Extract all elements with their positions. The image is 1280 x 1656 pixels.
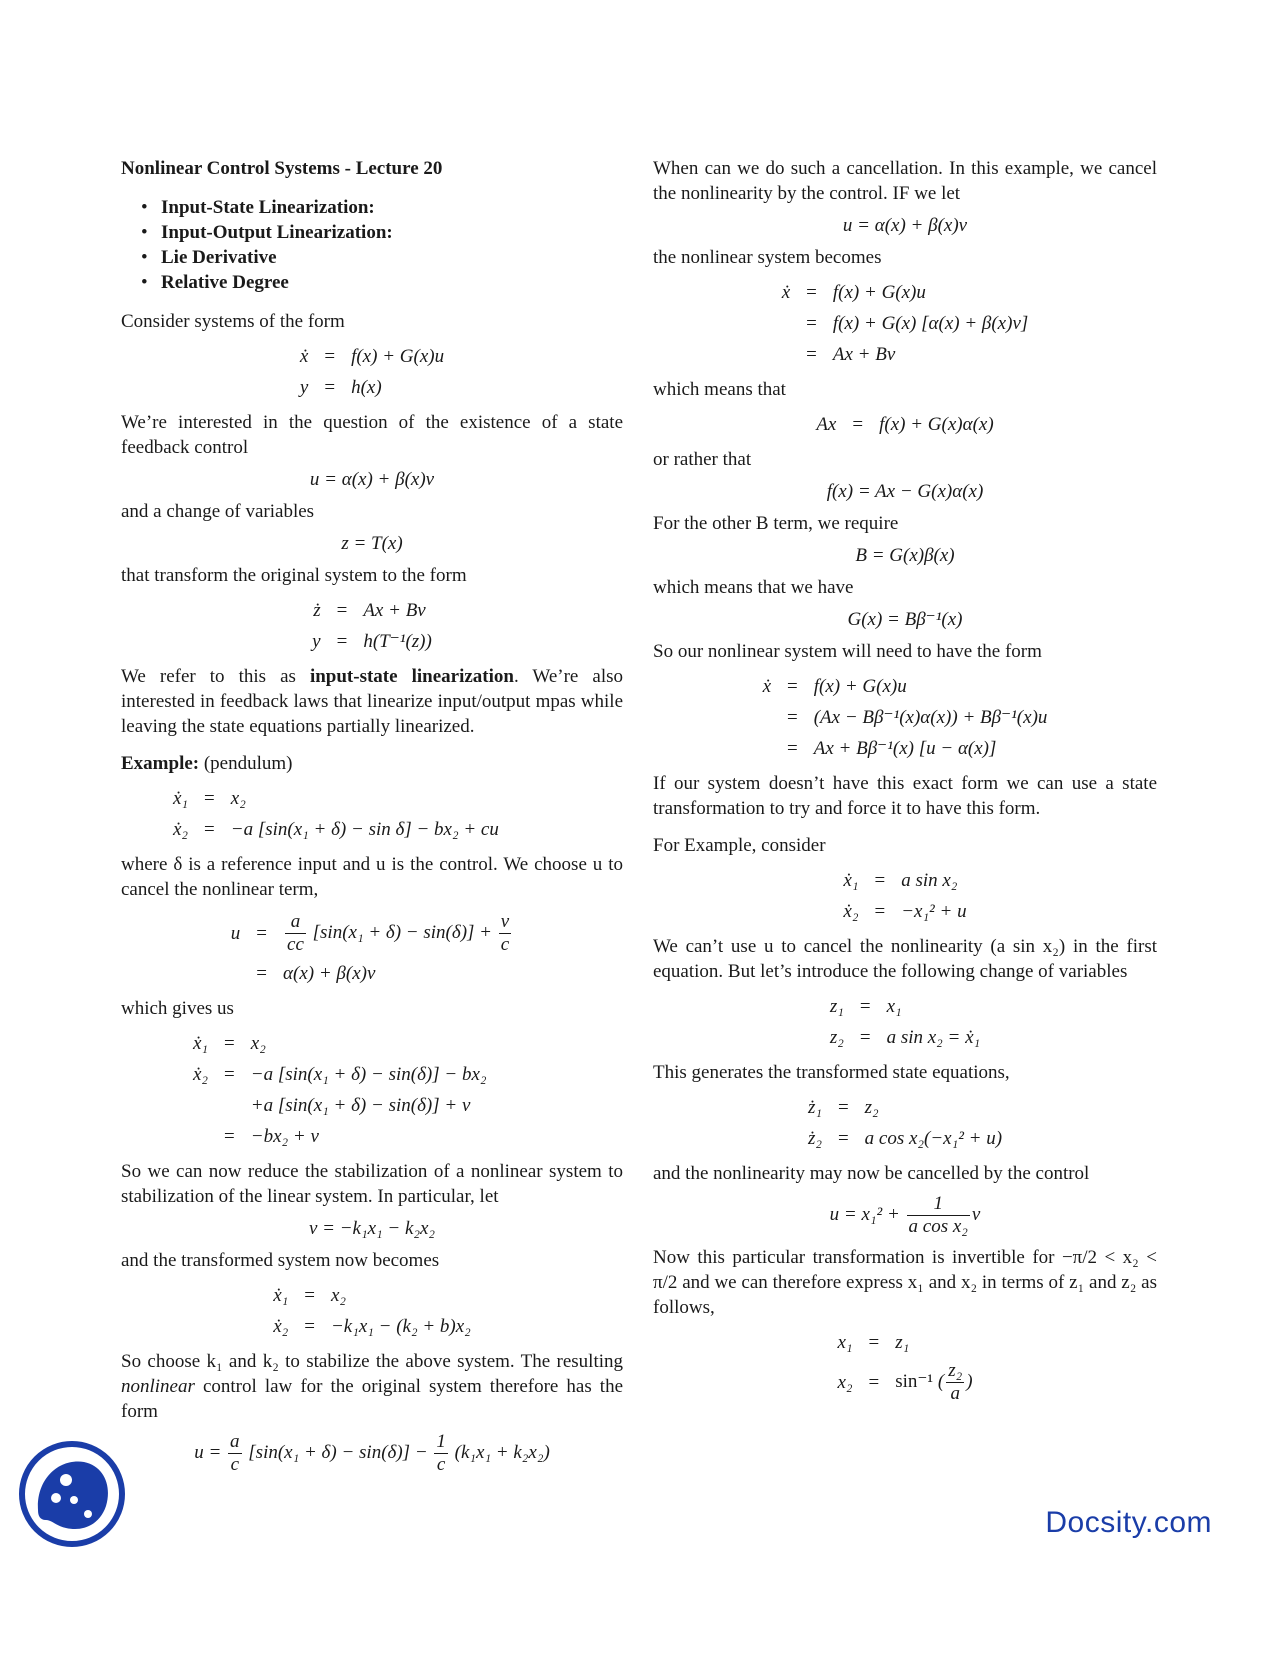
equation-system-r5: z₁ = x₁ z₂ = a sin x₂ = ẋ₁ [829, 996, 981, 1048]
equation-control-u: u = $\frac{a}{cc}$ [sin(x₁ + δ) − sin(δ)] + $\frac{v}{c}$ = α(x) + β(x)v [230, 911, 510, 984]
equation-feedback-r: u = α(x) + β(x)v [842, 215, 968, 236]
equation-transform: z = T(x) [341, 533, 403, 554]
paragraph-now: Now this particular transformation is invertible for −π/2 < x₂ < π/2 and we can therefore express x₁ and x₂ in terms of z₁ and z₂ as follows, [653, 1247, 1157, 1318]
left-column [121, 156, 623, 1483]
equation-system-r3: ẋ = f(x) + G(x)u = (Ax − Bβ⁻¹(x)α(x)) + Bβ⁻¹(x)u = Ax + Bβ⁻¹(x) [u − α(x)] [762, 676, 1048, 759]
equation-system-r1: ẋ = f(x) + G(x)u = f(x) + G(x) [α(x) + β(x)v] = Ax + Bv [781, 282, 1029, 365]
paragraph-transform: that transform the original system to the form [121, 565, 467, 586]
paragraph-when: When can we do such a cancellation. In this example, we cancel the nonlinearity by the control. IF we let [653, 158, 1157, 204]
equation-feedback: u = α(x) + β(x)v [309, 469, 435, 490]
lecture-title: Nonlinear Control Systems - Lecture 20 [121, 158, 443, 179]
equation-G: G(x) = Bβ⁻¹(x) [847, 609, 963, 630]
paragraph-cant: We can’t use u to cancel the nonlinearity (a sin x₂) in the first equation. But let’s introduce the following change of variables [653, 936, 1157, 982]
equation-final-law: u = $\frac{a}{c}$ [sin(x₁ + δ) − sin(δ)] − $\frac{1}{c}$ (k₁x₁ + k₂x₂) [194, 1431, 550, 1475]
paragraph-cancelled: and the nonlinearity may now be cancelled by the control [653, 1163, 1090, 1184]
equation-system-r4: ẋ₁ = a sin x₂ ẋ₂ = −x₁² + u [843, 870, 967, 922]
equation-system-1: ẋ = f(x) + G(x)u y = h(x) [299, 346, 445, 398]
equation-system-5: ẋ₁ = x₂ ẋ₂ = −k₁x₁ − (k₂ + b)x₂ [273, 1285, 471, 1337]
paragraph-so: So we can now reduce the stabilization of a nonlinear system to stabilization of the linear system. In particular, let [121, 1161, 623, 1207]
paragraph-and: and the transformed system now becomes [121, 1250, 440, 1271]
paragraph-consider: Consider systems of the form [121, 311, 345, 332]
docsity-logo-icon [18, 1440, 126, 1548]
paragraph-becomes: the nonlinear system becomes [653, 247, 882, 268]
equation-system-r6: ż₁ = z₂ ż₂ = a cos x₂(−x₁² + u) [807, 1097, 1003, 1149]
equation-system-r2: Ax = f(x) + G(x)α(x) [816, 414, 994, 435]
equation-system-4: ẋ₁ = x₂ ẋ₂ = −a [sin(x₁ + δ) − sin(δ)] − bx₂ +a [sin(x₁ + δ) − sin(δ)] + v = −bx₂ + v [193, 1033, 487, 1147]
equation-control-r: u = x₁² + $\frac{1}{\text{a cos x₂}}$ v [829, 1193, 981, 1237]
example-heading: Example: (pendulum) [121, 753, 293, 774]
topic-item: • Input-Output Linearization: [141, 220, 623, 245]
paragraph-where: where δ is a reference input and u is the control. We choose u to cancel the nonlinear term, [121, 854, 623, 900]
docsity-watermark[interactable]: Docsity.com [1045, 1506, 1212, 1539]
equation-pendulum: ẋ₁ = x₂ ẋ₂ = −a [sin(x₁ + δ) − sin δ] − bx₂ + cu [173, 788, 499, 840]
equation-B: B = G(x)β(x) [855, 545, 955, 566]
paragraph-interested: We’re interested in the question of the existence of a state feedback control [121, 412, 623, 458]
paragraph-have: which means that we have [653, 577, 854, 598]
paragraph-if: If our system doesn’t have this exact form we can use a state transformation to try and force it to have this form. [653, 773, 1157, 819]
equation-system-2: ż = Ax + Bv y = h(T⁻¹(z)) [312, 600, 432, 652]
paragraph-refer: We refer to this as input-state linearization. We’re also interested in feedback laws that linearize input/output mpas while leaving the state equations partially linearized. [121, 666, 623, 737]
paragraph-rather: or rather that [653, 449, 752, 470]
paragraph-means: which means that [653, 379, 786, 400]
equation-inverse: x₁ = z₁ x₂ = sin⁻¹ ( $\frac{\text{z₂}}{a}$ ) [837, 1332, 973, 1404]
paragraph-choose: So choose k₁ and k₂ to stabilize the above system. The resulting nonlinear control law for the original system therefore has the form [121, 1351, 623, 1422]
paragraph-generates: This generates the transformed state equations, [653, 1062, 1010, 1083]
topic-item: • Relative Degree [141, 270, 623, 295]
topic-list [121, 195, 623, 295]
paragraph-example: For Example, consider [653, 835, 826, 856]
topic-item: • Lie Derivative [141, 245, 623, 270]
paragraph-form: So our nonlinear system will need to have the form [653, 641, 1042, 662]
paragraph-gives: which gives us [121, 998, 234, 1019]
paragraph-other: For the other B term, we require [653, 513, 899, 534]
topic-item: • Input-State Linearization: [141, 195, 623, 220]
equation-f: f(x) = Ax − G(x)α(x) [826, 481, 984, 502]
right-column [653, 156, 1157, 1414]
equation-v: v = −k₁x₁ − k₂x₂ [308, 1218, 436, 1239]
paragraph-change: and a change of variables [121, 501, 315, 522]
